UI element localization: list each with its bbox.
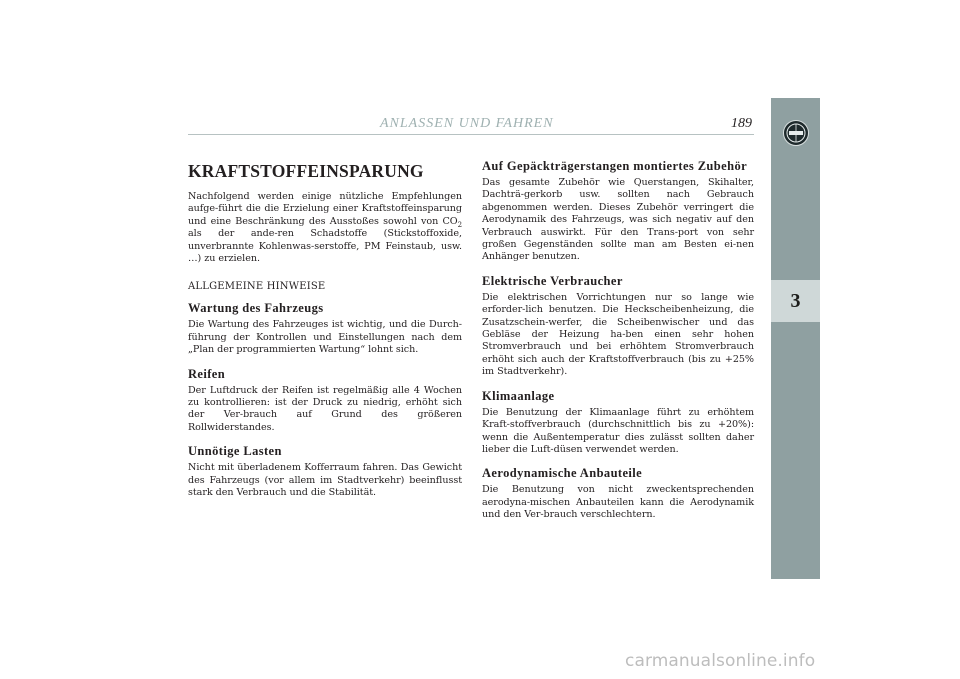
text-elektrik: Die elektrischen Vorrichtungen nur so lange wie erforder-lich benutzen. Die Heckscheibenheizung, die Zusatzschein-werfer, die Scheibenwischer und das Gebläse der Heizung ha-ben einen sehr hohen Stromverbrauch und bei erhöhtem Stromverbrauch erhöht sich auch der Kraftstoffverbrauch (bis zu +25% im Stadtverkehr).: [482, 291, 754, 378]
page-number: 189: [731, 116, 752, 131]
section-label: ALLGEMEINE HINWEISE: [188, 281, 326, 293]
right-column: [482, 158, 754, 522]
text-aero: Die Benutzung von nicht zweckentsprechenden aerodyna-mischen Anbauteilen kann die Aerodynamik und den Ver-brauch verschlechtern.: [482, 484, 754, 521]
heading-klima: Klimaanlage: [482, 388, 555, 403]
lancia-badge-icon: [783, 120, 809, 146]
text-reifen: Der Luftdruck der Reifen ist regelmäßig alle 4 Wochen zu kontrollieren: ist der Druck zu niedrig, erhöht sich der Ver-brauch auf Grund des größeren Rollwiderstandes.: [188, 384, 462, 433]
running-title: ANLASSEN UND FAHREN: [380, 116, 554, 131]
chapter-tab[interactable]: 3: [771, 280, 820, 322]
heading-lasten: Unnötige Lasten: [188, 444, 282, 459]
text-zubehoer: Das gesamte Zubehör wie Querstangen, Skihalter, Dachträ-gerkorb usw. sollten nach Gebrauch abgenommen werden. Dieses Zubehör verringert die Aerodynamik des Fahrzeugs, was sich negativ auf den Verbrauch auswirkt. Für den Trans-port von sehr großen Gegenständen sollte man am Besten ei-nen Anhänger benutzen.: [482, 177, 754, 263]
watermark: carmanualsonline.info: [625, 651, 816, 671]
heading-zubehoer: Auf Gepäckträgerstangen montiertes Zubehör: [482, 159, 748, 173]
heading-aero: Aerodynamische Anbauteile: [482, 466, 643, 481]
text-klima: Die Benutzung der Klimaanlage führt zu erhöhtem Kraft-stoffverbrauch (durchschnittlich bis zu +20%): wenn die Außentemperatur dies zulässt sollten daher lieber die Luft-düsen verwendet werden.: [482, 406, 754, 455]
text-wartung: Die Wartung des Fahrzeuges ist wichtig, und die Durch-führung der Kontrollen und Einstellungen nach dem „Plan der programmierten Wartung“ lohnt sich.: [188, 319, 462, 356]
heading-reifen: Reifen: [188, 366, 226, 381]
running-header: [188, 118, 754, 135]
intro-paragraph: Nachfolgend werden einige nützliche Empfehlungen aufge-führt die die Erzielung einer Kraftstoffeinsparung und eine Beschränkung des Ausstoßes sowohl von $CO_2$ als der ande-ren Schadstoffe (Stickstoffoxide, unverbrannte Kohlenwas-serstoffe, PM Feinstaub, usw. …) zu erzielen.: [188, 191, 462, 265]
text-lasten: Nicht mit überladenem Kofferraum fahren. Das Gewicht des Fahrzeugs (vor allem im Stadtverkehr) beeinflusst stark den Verbrauch und die Stabilität.: [188, 462, 462, 499]
co2-subscript: 2: [457, 220, 462, 229]
page-title: KRAFTSTOFFEINSPARUNG: [188, 161, 424, 181]
chapter-side-band: [771, 98, 820, 579]
left-column: [188, 158, 462, 500]
heading-elektrik: Elektrische Verbraucher: [482, 273, 623, 288]
heading-wartung: Wartung des Fahrzeugs: [188, 301, 324, 316]
